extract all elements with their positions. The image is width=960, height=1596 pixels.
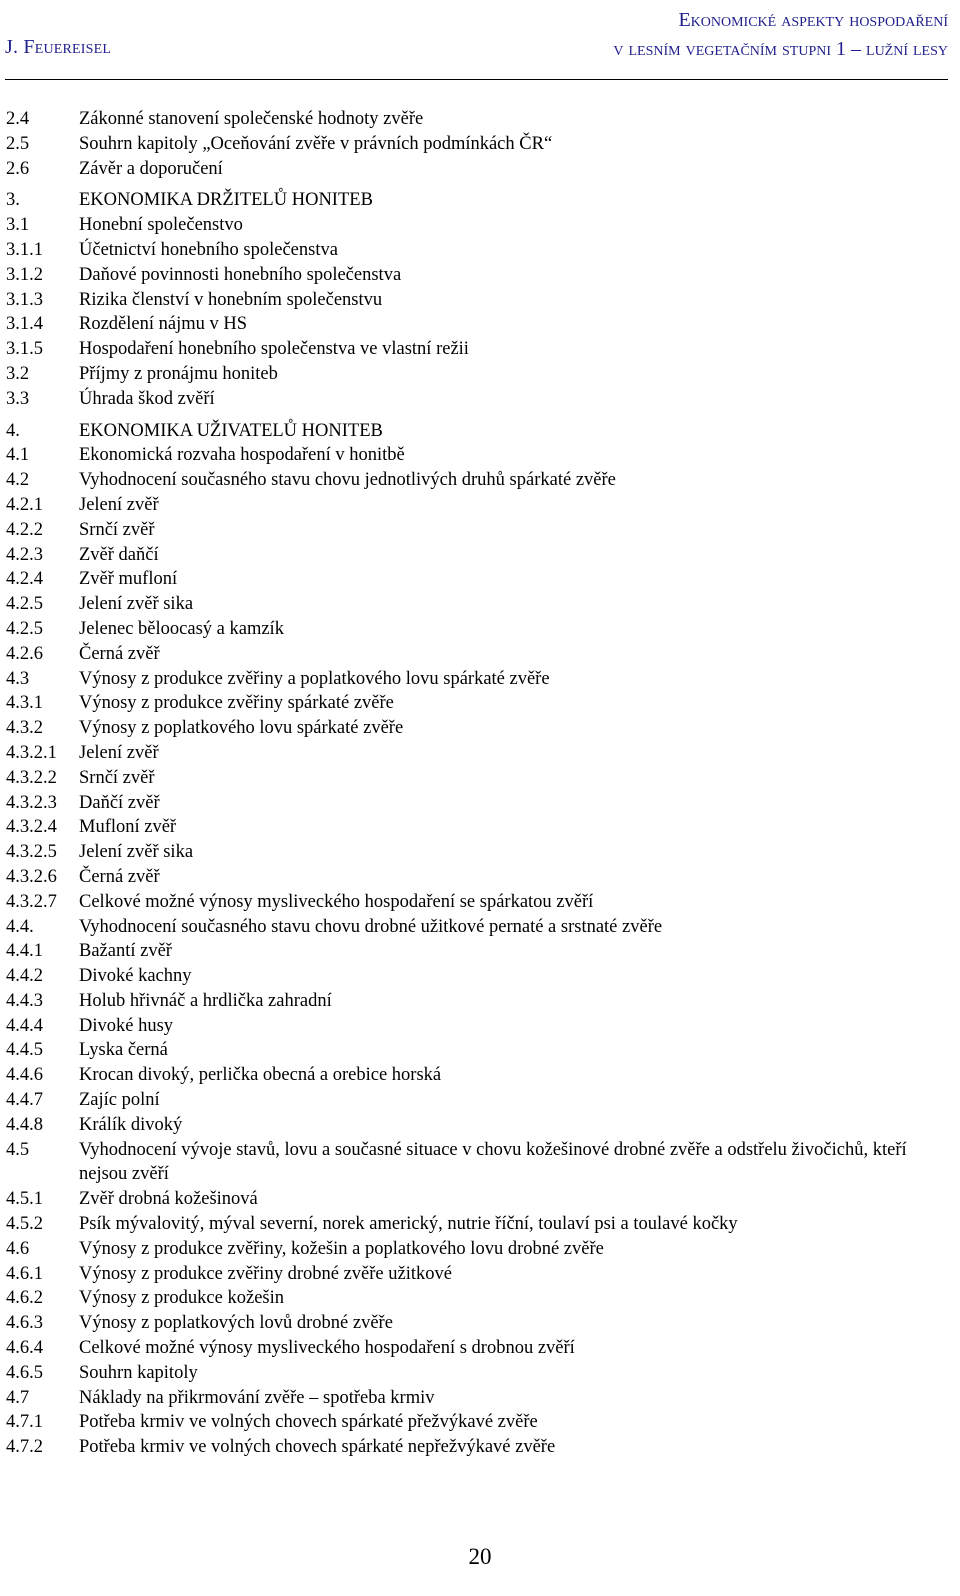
- toc-entry-number: 4.3.2.6: [6, 866, 57, 887]
- toc-entry-title: Úhrada škod zvěří: [79, 388, 215, 409]
- toc-entry: [6, 1435, 946, 1460]
- toc-entry: [6, 1088, 946, 1113]
- toc-entry-number: 4.4.3: [6, 990, 43, 1011]
- header-title-line1: Ekonomické aspekty hospodaření: [678, 9, 948, 31]
- toc-entry: [6, 592, 946, 617]
- toc-entry-number: 4.3.2: [6, 718, 43, 739]
- toc-entry-title: Jelení zvěř sika: [79, 842, 194, 863]
- toc-entry-number: 4.3.2.7: [6, 891, 57, 912]
- toc-entry-title: Hospodaření honebního společenstva ve vlastní režii: [79, 339, 469, 360]
- toc-entry-title: Bažantí zvěř: [79, 941, 172, 962]
- toc-entry-title: Divoké kachny: [79, 966, 192, 987]
- toc-entry: [6, 1187, 946, 1212]
- toc-entry: [6, 1063, 946, 1088]
- toc-entry-title: Krocan divoký, perlička obecná a orebice horská: [79, 1065, 442, 1086]
- toc-entry: [6, 840, 946, 865]
- toc-entry-number: 4.2: [6, 470, 30, 491]
- table-of-contents: [6, 107, 946, 1460]
- toc-entry-title: Výnosy z poplatkových lovů drobné zvěře: [79, 1313, 393, 1334]
- toc-entry: [6, 419, 946, 444]
- toc-entry: [6, 1410, 946, 1435]
- toc-entry-number: 4.2.1: [6, 494, 43, 515]
- toc-entry: [6, 1336, 946, 1361]
- toc-entry-title: Daňčí zvěř: [79, 792, 160, 813]
- toc-entry-title: Vyhodnocení současného stavu chovu jednotlivých druhů spárkaté zvěře: [79, 470, 616, 491]
- toc-entry-number: 4.3.2.1: [6, 742, 57, 763]
- toc-entry-number: 4.6.4: [6, 1338, 43, 1359]
- toc-entry-number: 4.1: [6, 445, 30, 466]
- toc-entry-number: 2.4: [6, 109, 30, 129]
- toc-entry-title: Souhrn kapitoly: [79, 1362, 198, 1383]
- toc-entry-title: Potřeba krmiv ve volných chovech spárkaté přežvýkavé zvěře: [79, 1412, 538, 1433]
- toc-entry: [6, 939, 946, 964]
- toc-entry-number: 4.3.2.5: [6, 842, 57, 863]
- toc-entry-number: 4.2.5: [6, 594, 43, 615]
- toc-entry: [6, 1212, 946, 1237]
- toc-entry-number: 4.2.6: [6, 643, 43, 664]
- header-author: J. Feuereisel: [5, 36, 112, 58]
- toc-entry-number: 4.6.3: [6, 1313, 43, 1334]
- toc-entry-number: 4.2.2: [6, 519, 43, 540]
- toc-entry-number: 4.4.: [6, 916, 34, 937]
- toc-entry: [6, 567, 946, 592]
- toc-entry-title: Rizika členství v honebním společenstvu: [79, 289, 383, 310]
- toc-entry: [6, 362, 946, 387]
- toc-entry-title: Zákonné stanovení společenské hodnoty zvěře: [79, 109, 424, 129]
- toc-entry-number: 4.4.1: [6, 941, 43, 962]
- toc-entry: [6, 1361, 946, 1386]
- toc-entry: [6, 493, 946, 518]
- toc-entry-title: Psík mývalovitý, mýval severní, norek americký, nutrie říční, toulaví psi a toulavé kočky: [79, 1214, 738, 1235]
- toc-entry-number: 4.5.1: [6, 1189, 43, 1210]
- toc-entry-title: Srnčí zvěř: [79, 767, 155, 788]
- toc-entry-number: 4.4.8: [6, 1114, 43, 1135]
- toc-entry-title: Souhrn kapitoly „Oceňování zvěře v právních podmínkách ČR“: [79, 133, 553, 154]
- toc-entry-title: Výnosy z poplatkového lovu spárkaté zvěře: [79, 718, 404, 739]
- toc-entry-number: 4.7.2: [6, 1437, 43, 1458]
- toc-entry-title: Králík divoký: [79, 1114, 183, 1135]
- toc-entry-title: Jelení zvěř sika: [79, 594, 194, 615]
- toc-entry: [6, 1014, 946, 1039]
- toc-entry-number: 3.1.1: [6, 239, 43, 260]
- toc-entry: [6, 1038, 946, 1063]
- toc-entry-number: 4.7.1: [6, 1412, 43, 1433]
- toc-entry-title: Potřeba krmiv ve volných chovech spárkaté nepřežvýkavé zvěře: [79, 1437, 556, 1458]
- toc-entry-number: 3.1: [6, 215, 30, 236]
- toc-entry-title: Účetnictví honebního společenstva: [79, 239, 338, 260]
- toc-entry: [6, 1237, 946, 1262]
- toc-entry: [6, 213, 946, 238]
- toc-entry-number: 4.3.1: [6, 693, 43, 714]
- toc-entry-number: 4.3.2.2: [6, 767, 57, 788]
- toc-entry-number: 4.2.3: [6, 544, 43, 565]
- toc-entry: [6, 188, 946, 213]
- toc-entry-title: Jelení zvěř: [79, 742, 159, 763]
- toc-entry-number: 4.3: [6, 668, 30, 689]
- toc-entry-number: 4.5.2: [6, 1214, 43, 1235]
- toc-entry-title: Výnosy z produkce zvěřiny drobné zvěře užitkové: [79, 1263, 452, 1284]
- toc-entry-title: Daňové povinnosti honebního společenstva: [79, 264, 402, 285]
- toc-entry-number: 4.4.5: [6, 1040, 43, 1061]
- toc-entry-title: Vyhodnocení současného stavu chovu drobné užitkové pernaté a srstnaté zvěře: [79, 916, 663, 937]
- toc-entry: [6, 642, 946, 667]
- toc-entry: [6, 890, 946, 915]
- toc-entry: [6, 107, 946, 132]
- toc-entry: [6, 1386, 946, 1411]
- toc-entry: [6, 964, 946, 989]
- toc-entry-title: Výnosy z produkce kožešin: [79, 1288, 284, 1309]
- toc-entry-title: Vyhodnocení vývoje stavů, lovu a současné situace v chovu kožešinové drobné zvěře a odstřelu živočichů, kteří nejsou zvěří: [79, 1139, 907, 1185]
- toc-entry-title: Závěr a doporučení: [79, 158, 223, 179]
- toc-entry-number: 4.4.4: [6, 1015, 43, 1036]
- toc-entry-title: EKONOMIKA UŽIVATELŮ HONITEB: [79, 420, 383, 441]
- toc-entry-number: 2.6: [6, 158, 30, 179]
- toc-entry-title: Holub hřivnáč a hrdlička zahradní: [79, 990, 332, 1011]
- toc-entry-number: 3.2: [6, 363, 30, 384]
- toc-entry-title: Výnosy z produkce zvěřiny, kožešin a poplatkového lovu drobné zvěře: [79, 1238, 604, 1259]
- toc-entry-title: Celkové možné výnosy mysliveckého hospodaření s drobnou zvěří: [79, 1338, 575, 1359]
- toc-entry-title: Divoké husy: [79, 1015, 174, 1036]
- toc-entry-title: Mufloní zvěř: [79, 817, 177, 838]
- toc-entry: [6, 543, 946, 568]
- toc-entry-number: 2.5: [6, 133, 30, 154]
- toc-entry-number: 4.4.2: [6, 966, 43, 987]
- toc-entry: [6, 312, 946, 337]
- toc-entry: [6, 238, 946, 263]
- toc-entry-number: 4.4.7: [6, 1090, 43, 1111]
- toc-entry-title: EKONOMIKA DRŽITELŮ HONITEB: [79, 190, 373, 211]
- toc-entry-number: 4.2.5: [6, 618, 43, 639]
- toc-entry: [6, 288, 946, 313]
- toc-entry-title: Honební společenstvo: [79, 215, 243, 236]
- toc-entry: [6, 468, 946, 493]
- toc-entry-title: Jelenec běloocasý a kamzík: [79, 618, 284, 639]
- toc-entry-title: Černá zvěř: [79, 866, 160, 887]
- toc-entry-title: Jelení zvěř: [79, 494, 159, 515]
- toc-entry: [6, 617, 946, 642]
- toc-entry-title: Příjmy z pronájmu honiteb: [79, 363, 278, 384]
- toc-entry-title: Výnosy z produkce zvěřiny a poplatkového lovu spárkaté zvěře: [79, 668, 550, 689]
- page-header: [5, 6, 948, 80]
- toc-entry-title: Srnčí zvěř: [79, 519, 155, 540]
- toc-entry-title: Výnosy z produkce zvěřiny spárkaté zvěře: [79, 693, 394, 714]
- toc-entry: [6, 337, 946, 362]
- toc-entry: [6, 263, 946, 288]
- toc-entry: [6, 1113, 946, 1138]
- toc-entry-title: Náklady na přikrmování zvěře – spotřeba krmiv: [79, 1387, 435, 1408]
- toc-entry-number: 3.: [6, 190, 20, 211]
- toc-entry: [6, 741, 946, 766]
- toc-entry: [6, 1286, 946, 1311]
- toc-entry: [6, 716, 946, 741]
- toc-entry: [6, 387, 946, 412]
- toc-entry-number: 4.6.1: [6, 1263, 43, 1284]
- toc-entry: [6, 443, 946, 468]
- toc-entry-title: Lyska černá: [79, 1040, 168, 1061]
- toc-entry-number: 4.3.2.4: [6, 817, 57, 838]
- toc-entry-number: 4.6.5: [6, 1362, 43, 1383]
- toc-entry: [6, 989, 946, 1014]
- toc-entry-number: 4.5: [6, 1139, 30, 1160]
- toc-entry-title: Zvěř daňčí: [79, 544, 159, 565]
- toc-entry: [6, 667, 946, 692]
- toc-entry-title: Celkové možné výnosy mysliveckého hospodaření se spárkatou zvěří: [79, 891, 594, 912]
- toc-entry-number: 3.1.2: [6, 264, 43, 285]
- toc-entry-number: 4.6: [6, 1238, 30, 1259]
- toc-entry-title: Ekonomická rozvaha hospodaření v honitbě: [79, 445, 405, 466]
- toc-entry-number: 4.2.4: [6, 569, 43, 590]
- toc-entry-title: Zvěř mufloní: [79, 569, 178, 590]
- toc-entry-number: 3.1.3: [6, 289, 43, 310]
- toc-entry-number: 3.3: [6, 388, 30, 409]
- toc-entry-title: Černá zvěř: [79, 643, 160, 664]
- toc-entry: [6, 1311, 946, 1336]
- toc-entry: [6, 132, 946, 157]
- toc-entry: [6, 1262, 946, 1287]
- page-number: 20: [468, 1544, 492, 1569]
- toc-entry: [6, 815, 946, 840]
- header-rule: [5, 79, 948, 80]
- toc-entry: [6, 1138, 946, 1188]
- toc-entry-number: 3.1.5: [6, 339, 43, 360]
- toc-entry-title: Zajíc polní: [79, 1090, 160, 1111]
- toc-entry-number: 4.7: [6, 1387, 30, 1408]
- toc-entry-number: 4.3.2.3: [6, 792, 57, 813]
- toc-entry: [6, 865, 946, 890]
- toc-entry: [6, 791, 946, 816]
- toc-entry-number: 4.6.2: [6, 1288, 43, 1309]
- toc-entry: [6, 766, 946, 791]
- toc-entry-number: 3.1.4: [6, 314, 43, 335]
- toc-entry-title: Rozdělení nájmu v HS: [79, 314, 248, 335]
- toc-entry-number: 4.: [6, 420, 20, 441]
- toc-entry: [6, 157, 946, 182]
- toc-entry: [6, 691, 946, 716]
- toc-entry: [6, 518, 946, 543]
- header-title: [613, 6, 948, 64]
- toc-entry-title: Zvěř drobná kožešinová: [79, 1189, 258, 1210]
- toc-entry-number: 4.4.6: [6, 1065, 43, 1086]
- toc-entry: [6, 915, 946, 940]
- header-title-line2: v lesním vegetačním stupni 1 – lužní lesy: [613, 38, 948, 60]
